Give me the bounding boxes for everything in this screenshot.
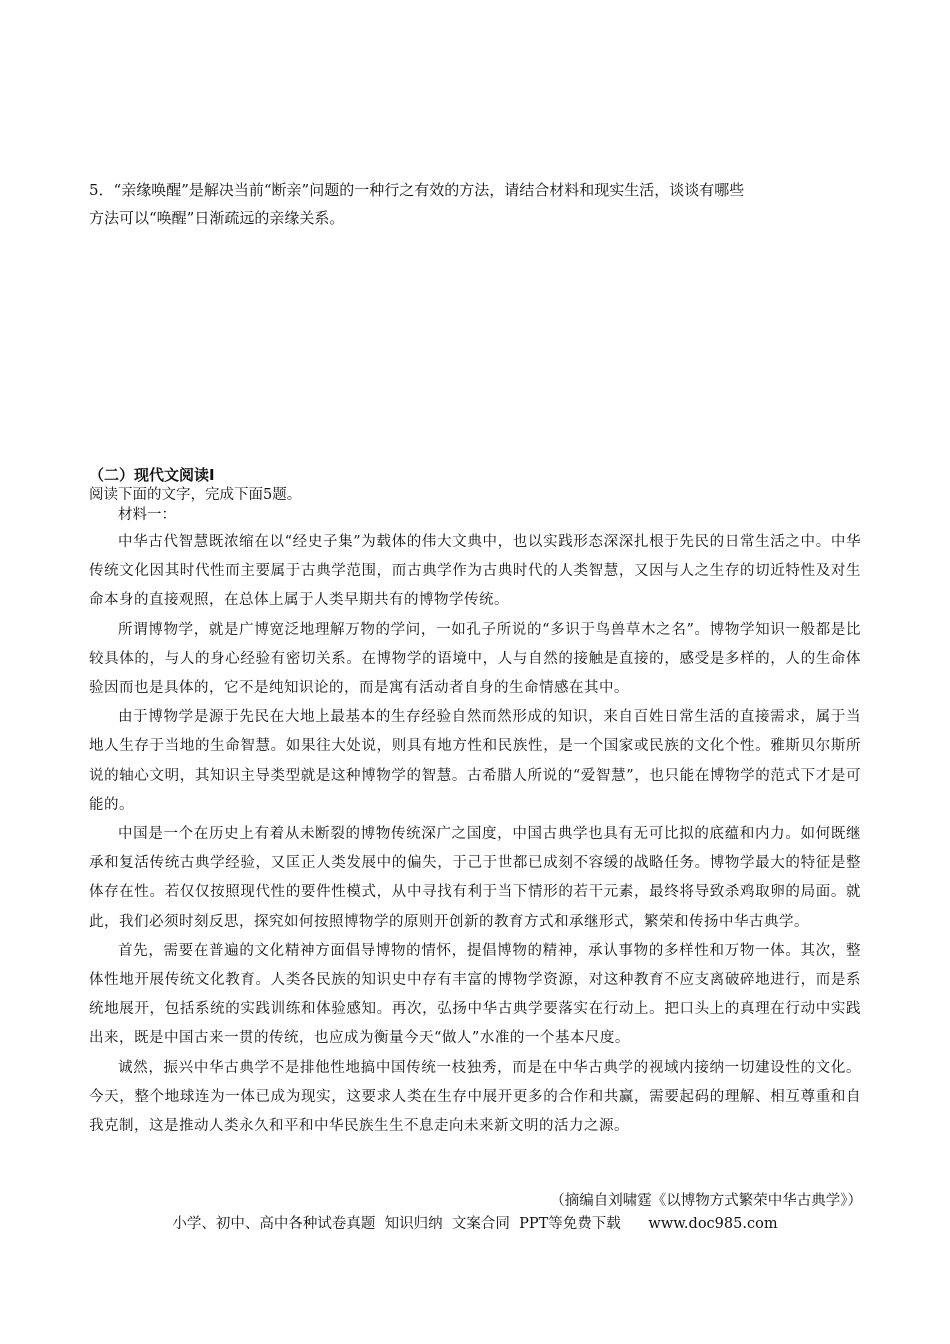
question-5-line-1: 5．“亲缘唤醒”是解决当前“断亲”问题的一种行之有效的方法，请结合材料和现实生活，谈谈有哪些: [89, 181, 745, 199]
article-paragraph-1: 中华古代智慧既浓缩在以“经史子集”为载体的伟大文典中，也以实践形态深深扎根于先民的日常生活之中。中华传统文化因其时代性而主要属于古典学范围，而古典学作为古典时代的人类智慧，又因与人之生存的切近特性及对生命本身的直接观照，在总体上属于人类早期共有的博物学传统。: [89, 534, 861, 609]
article-paragraph-5: 首先，需要在普遍的文化精神方面倡导博物的情怀，提倡博物的精神，承认事物的多样性和万物一体。其次，整体性地开展传统文化教育。人类各民族的知识史中存有丰富的博物学资源，对这种教育不应支离破碎地进行，而是系统地展开，包括系统的实践训练和体验感知。再次，弘扬中华古典学要落实在行动上。把口头上的真理在行动中实践出来，既是中国古来一贯的传统，也应成为衡量今天“做人”水准的一个基本尺度。: [89, 942, 861, 1047]
article-paragraph-3: 由于博物学是源于先民在大地上最基本的生存经验自然而然形成的知识，来自百姓日常生活的直接需求，属于当地人生存于当地的生命智慧。如果往大处说，则具有地方性和民族性，是一个国家或民族的文化个性。雅斯贝尔斯所说的轴心文明，其知识主导类型就是这种博物学的智慧。古希腊人所说的“爱智慧”，也只能在博物学的范式下才是可能的。: [89, 709, 861, 813]
article-body: [89, 528, 861, 1141]
article-source: （摘编自刘啸霆《以博物方式繁荣中华古典学》）: [550, 1193, 862, 1209]
article-paragraph-2: 所谓博物学，就是广博宽泛地理解万物的学问，一如孔子所说的“多识于鸟兽草木之名”。博物学知识一般都是比较具体的，与人的身心经验有密切关系。在博物学的语境中，人与自然的接触是直接的，感受是多样的，人的生命体验因而也是具体的，它不是纯知识论的，而是寓有活动者自身的生命情感在其中。: [89, 621, 861, 697]
page-footer: [0, 1213, 950, 1235]
material-label: 材料一：: [118, 507, 176, 523]
reading-instruction: 阅读下面的文字，完成下面5题。: [89, 487, 302, 503]
article-paragraph-4: 中国是一个在历史上有着从未断裂的博物传统深广之国度，中国古典学也具有无可比拟的底蕴和内力。如何既继承和复活传统古典学经验，又匡正人类发展中的偏失，于己于世都已成刻不容缓的战略任务。博物学最大的特征是整体存在性。若仅仅按照现代性的要件性模式，从中寻找有利于当下情形的若干元素，最终将导致杀鸡取卵的局面。就此，我们必须时刻反思，探究如何按照博物学的原则开创新的教育方式和承继形式，繁荣和传扬中华古典学。: [89, 826, 861, 930]
question-5-line-2: 方法可以“唤醒”日渐疏远的亲缘关系。: [89, 209, 345, 227]
question-5: [89, 176, 869, 232]
article-paragraph-6: 诚然，振兴中华古典学不是排他性地搞中国传统一枝独秀，而是在中华古典学的视域内接纳一切建设性的文化。今天，整个地球连为一体已成为现实，这要求人类在生存中展开更多的合作和共赢，需要起码的理解、相互尊重和自我克制，这是推动人类永久和平和中华民族生生不息走向未来新文明的活力之源。: [89, 1059, 861, 1135]
footer-url[interactable]: www.doc985.com: [648, 1216, 778, 1232]
section-heading: （二）现代文阅读Ⅰ: [89, 466, 215, 484]
footer-text: 小学、初中、高中各种试卷真题 知识归纳 文案合同 PPT等免费下载: [172, 1216, 621, 1232]
